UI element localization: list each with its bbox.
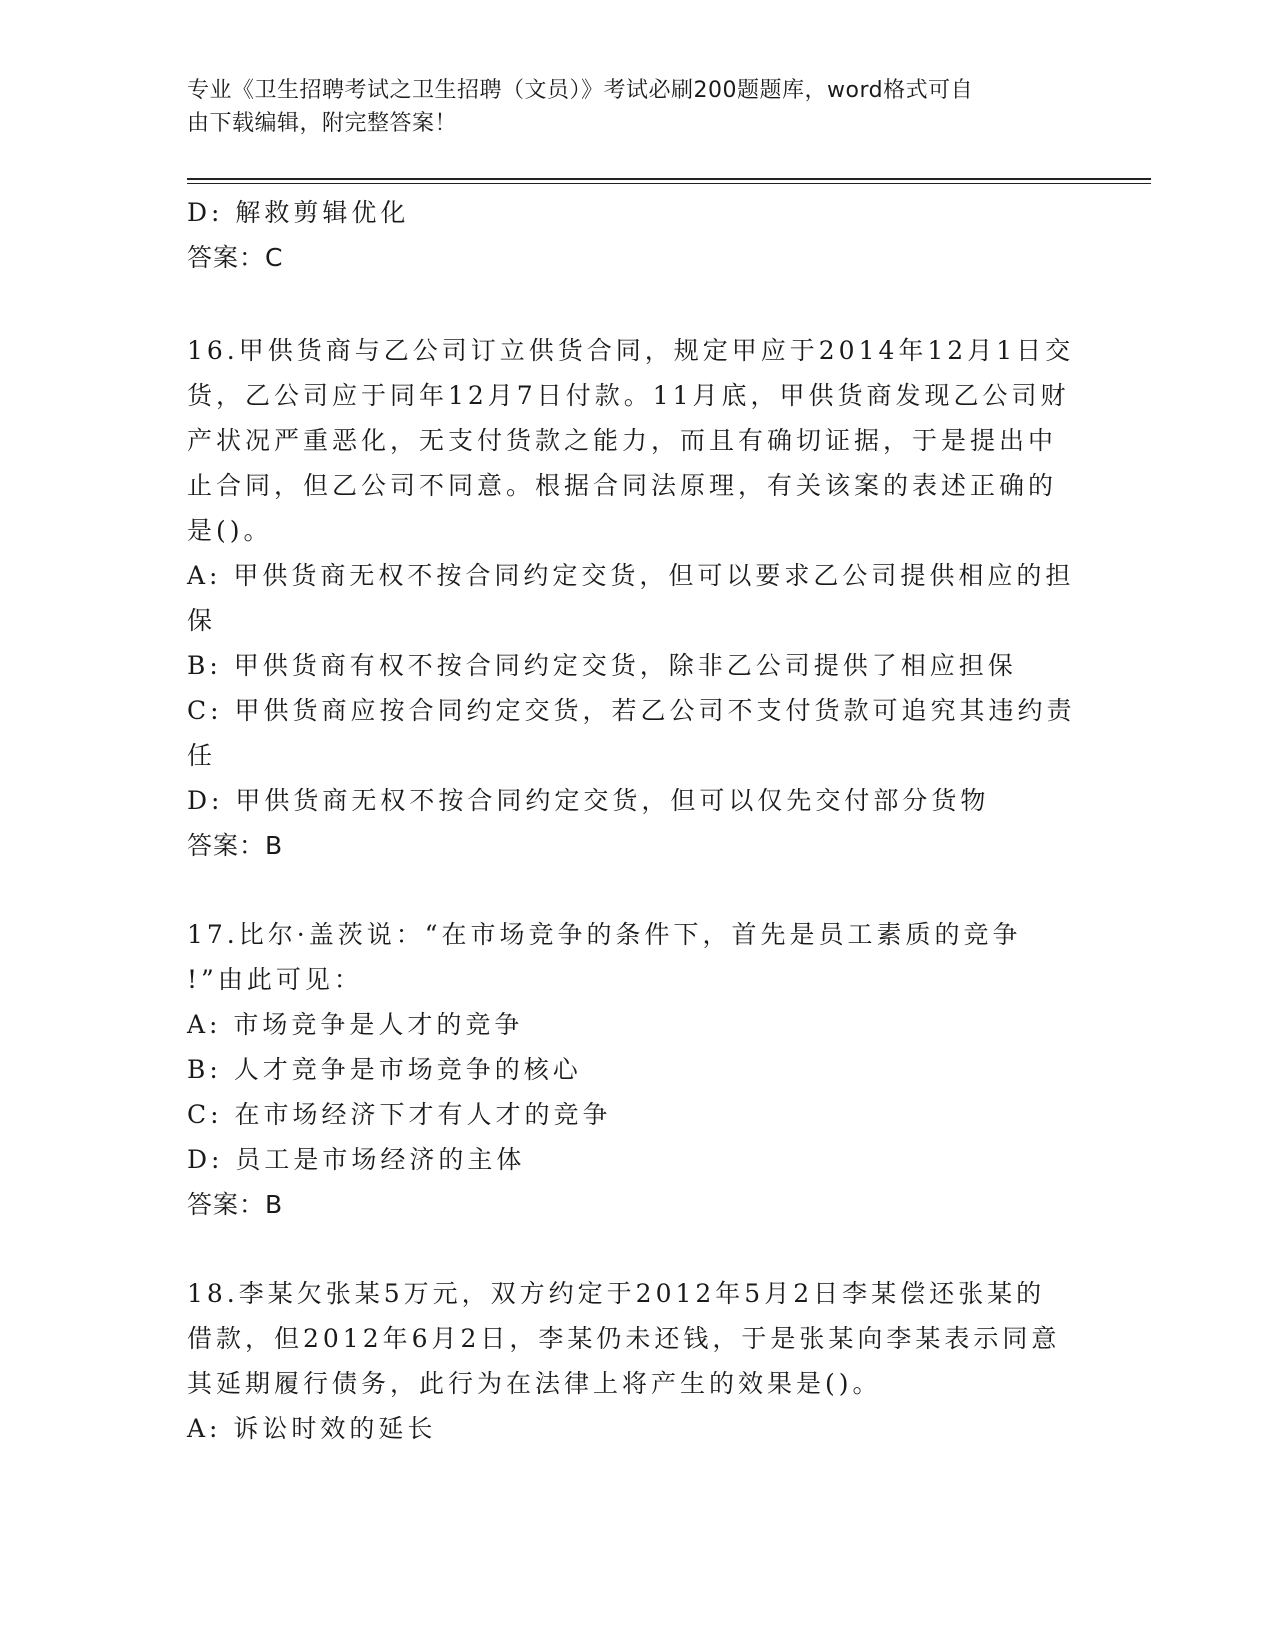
option-c: C: 甲供货商应按合同约定交货，若乙公司不支付货款可追究其违约责: [187, 696, 1076, 725]
option-a: A: 市场竞争是人才的竞争: [187, 1010, 524, 1039]
header-title-line-2: 由下载编辑，附完整答案！: [187, 111, 458, 136]
question-text-line: 产状况严重恶化，无支付货款之能力，而且有确切证据，于是提出中: [187, 426, 1058, 455]
document-body: [187, 190, 1087, 1451]
question-text-line: 18.李某欠张某5万元，双方约定于2012年5月2日李某偿还张某的: [187, 1279, 1046, 1308]
question-16: [187, 328, 1087, 868]
question-text-line: 是()。: [187, 516, 273, 545]
question-text-line: 17.比尔·盖茨说：“在市场竞争的条件下，首先是员工素质的竞争: [187, 920, 1022, 949]
question-text-line: 货，乙公司应于同年12月7日付款。11月底，甲供货商发现乙公司财: [187, 381, 1070, 410]
option-c: C: 在市场经济下才有人才的竞争: [187, 1100, 612, 1129]
option-a: A: 甲供货商无权不按合同约定交货，但可以要求乙公司提供相应的担: [187, 561, 1075, 590]
option-d: D: 解救剪辑优化: [187, 198, 410, 227]
header-rule-thin: [187, 183, 1151, 184]
option-b: B: 甲供货商有权不按合同约定交货，除非乙公司提供了相应担保: [187, 651, 1017, 680]
option-d: D: 甲供货商无权不按合同约定交货，但可以仅先交付部分货物: [187, 786, 990, 815]
option-c-continued: 任: [187, 741, 217, 770]
option-b: B: 人才竞争是市场竞争的核心: [187, 1055, 582, 1084]
header-title-line-1: 专业《卫生招聘考试之卫生招聘（文员）》考试必刷200题题库，word格式可自: [187, 78, 974, 103]
option-a: A: 诉讼时效的延长: [187, 1414, 437, 1443]
question-17: [187, 912, 1087, 1227]
option-a-continued: 保: [187, 606, 217, 635]
document-header: [187, 74, 1067, 140]
option-d: D: 员工是市场经济的主体: [187, 1145, 526, 1174]
question-text-line: 止合同，但乙公司不同意。根据合同法原理，有关该案的表述正确的: [187, 471, 1058, 500]
answer: 答案：B: [187, 1190, 284, 1219]
header-rule-thick: [187, 178, 1151, 180]
answer: 答案：C: [187, 243, 284, 272]
question-18: [187, 1271, 1087, 1451]
previous-question: [187, 190, 1087, 280]
question-text-line: 借款，但2012年6月2日，李某仍未还钱，于是张某向李某表示同意: [187, 1324, 1061, 1353]
question-text-line: !”由此可见：: [187, 965, 363, 994]
question-text-line: 其延期履行债务，此行为在法律上将产生的效果是()。: [187, 1369, 882, 1398]
question-text-line: 16.甲供货商与乙公司订立供货合同，规定甲应于2014年12月1日交: [187, 336, 1075, 365]
answer: 答案：B: [187, 831, 284, 860]
